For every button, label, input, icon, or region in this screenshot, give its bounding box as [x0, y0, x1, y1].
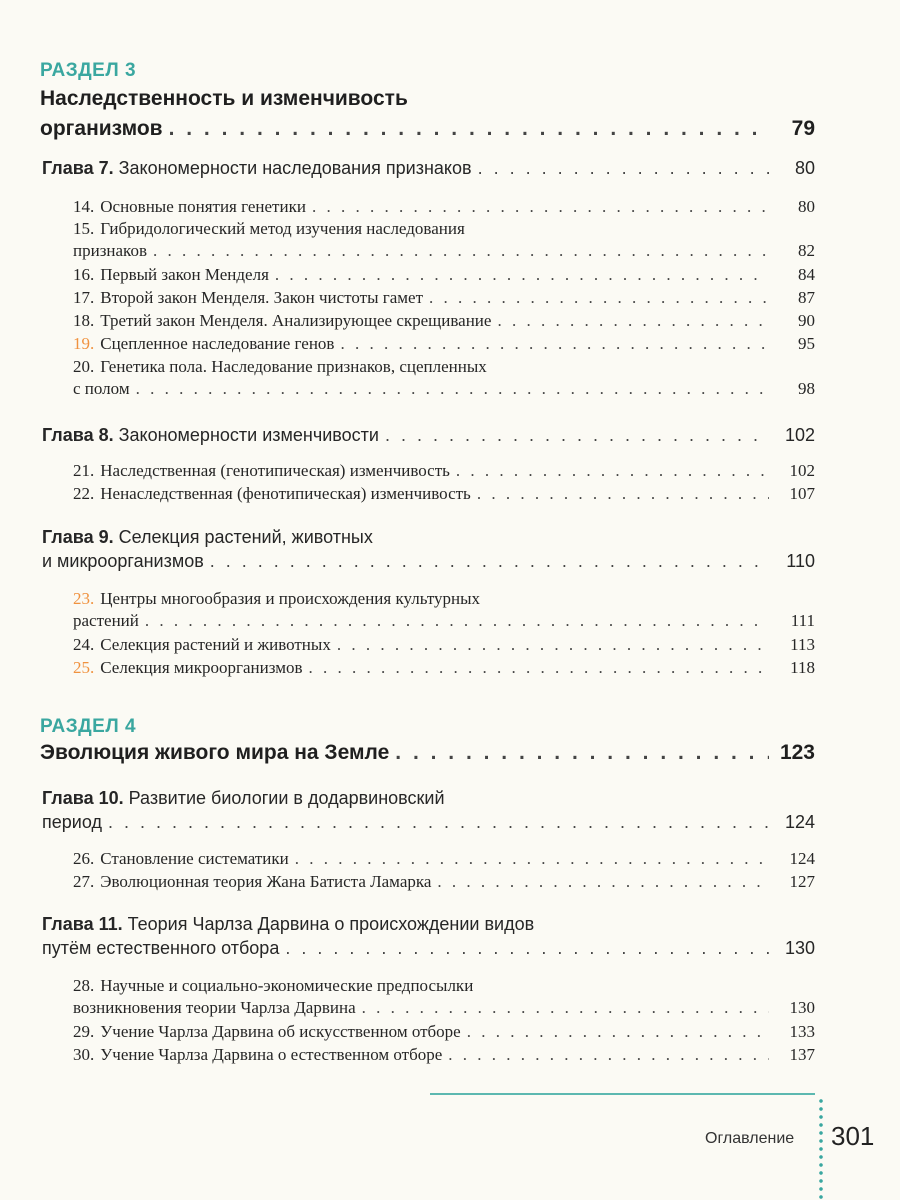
footer-label: Оглавление	[705, 1130, 795, 1147]
item-number: 17.	[73, 288, 95, 307]
item-title: Третий закон Менделя. Анализирующее скрещивание	[100, 311, 492, 330]
toc-item[interactable]	[73, 333, 815, 355]
footer-dotted-divider	[819, 1097, 823, 1200]
chapter-entry[interactable]	[42, 786, 815, 834]
item-title: растений	[73, 611, 139, 630]
page-number: 102	[789, 461, 815, 480]
toc-item[interactable]	[73, 1044, 815, 1066]
toc-item[interactable]	[73, 588, 815, 632]
section-label: РАЗДЕЛ 3	[40, 60, 137, 81]
item-title: Первый закон Менделя	[100, 265, 269, 284]
item-title: Учение Чарлза Дарвина о естественном отборе	[100, 1045, 443, 1064]
item-number: 28.	[73, 976, 95, 995]
page-number: 102	[784, 425, 815, 445]
chapter-label: Глава 10.	[42, 788, 124, 808]
chapter-title: Теория Чарлза Дарвина о происхождении видов	[127, 914, 535, 934]
page-number: 111	[790, 611, 815, 630]
item-number: 19.	[73, 334, 95, 353]
page-number: 124	[789, 849, 815, 868]
chapter-title: период	[42, 812, 102, 832]
item-title: с полом	[73, 379, 130, 398]
toc-item[interactable]	[73, 218, 815, 262]
page-number: 84	[798, 265, 815, 284]
item-number: 18.	[73, 311, 95, 330]
item-title: признаков	[73, 241, 147, 260]
item-number: 14.	[73, 197, 95, 216]
page-number: 130	[789, 998, 815, 1017]
page-number: 130	[784, 938, 815, 958]
chapter-entry[interactable]	[42, 156, 815, 180]
toc-item[interactable]	[73, 848, 815, 870]
item-title: Эволюционная теория Жана Батиста Ламарка	[100, 872, 432, 891]
toc-item[interactable]	[73, 483, 815, 505]
section-title-line: организмов	[40, 117, 163, 140]
chapter-entry[interactable]	[42, 525, 815, 573]
item-number: 21.	[73, 461, 95, 480]
item-number: 20.	[73, 357, 95, 376]
toc-item[interactable]	[73, 356, 815, 400]
toc-item[interactable]	[73, 264, 815, 286]
page-number: 118	[790, 658, 815, 677]
section-title[interactable]	[40, 84, 815, 144]
toc-item[interactable]	[73, 871, 815, 893]
page-number: 80	[794, 158, 815, 178]
page-number: 137	[789, 1045, 815, 1064]
toc-item[interactable]	[73, 975, 815, 1019]
chapter-title: путём естественного отбора	[42, 938, 280, 958]
page-number: 82	[798, 241, 815, 260]
item-number: 16.	[73, 265, 95, 284]
item-number: 29.	[73, 1022, 95, 1041]
page-number: 79	[791, 117, 815, 140]
chapter-title: Закономерности изменчивости	[118, 425, 379, 445]
section-title-line: Наследственность и изменчивость	[40, 87, 408, 110]
toc-item[interactable]	[73, 657, 815, 679]
item-number: 30.	[73, 1045, 95, 1064]
item-title: Селекция растений и животных	[100, 635, 331, 654]
item-title: Ненаследственная (фенотипическая) изменчивость	[100, 484, 471, 503]
page-number: 98	[798, 379, 815, 398]
item-number: 27.	[73, 872, 95, 891]
chapter-title: Закономерности наследования признаков	[118, 158, 472, 178]
item-title: Второй закон Менделя. Закон чистоты гамет	[100, 288, 424, 307]
item-title: Сцепленное наследование генов	[100, 334, 335, 353]
page-number: 127	[789, 872, 815, 891]
section-label: РАЗДЕЛ 4	[40, 716, 137, 737]
page-number: 133	[789, 1022, 815, 1041]
item-title: возникновения теории Чарлза Дарвина	[73, 998, 356, 1017]
chapter-label: Глава 11.	[42, 914, 123, 934]
item-title: Селекция микроорганизмов	[100, 658, 303, 677]
toc-item[interactable]	[73, 196, 815, 218]
footer-page-number: 301	[831, 1121, 875, 1151]
chapter-title: и микроорганизмов	[42, 551, 204, 571]
toc-item[interactable]	[73, 634, 815, 656]
footer-rule	[430, 1093, 815, 1095]
page-number: 107	[789, 484, 815, 503]
item-title: Учение Чарлза Дарвина об искусственном отборе	[100, 1022, 461, 1041]
chapter-label: Глава 9.	[42, 527, 114, 547]
item-title: Научные и социально-экономические предпосылки	[100, 976, 474, 995]
item-title: Центры многообразия и происхождения культурных	[100, 589, 481, 608]
page-number: 123	[779, 741, 815, 764]
page-number: 95	[798, 334, 815, 353]
item-title: Генетика пола. Наследование признаков, сцепленных	[100, 357, 487, 376]
page-number: 124	[784, 812, 815, 832]
item-number: 26.	[73, 849, 95, 868]
item-title: Наследственная (генотипическая) изменчивость	[100, 461, 450, 480]
page-number: 113	[790, 635, 815, 654]
item-number: 25.	[73, 658, 95, 677]
chapter-title: Селекция растений, животных	[118, 527, 373, 547]
item-number: 22.	[73, 484, 95, 503]
chapter-entry[interactable]	[42, 423, 815, 447]
section-title[interactable]	[40, 738, 815, 768]
item-title: Основные понятия генетики	[100, 197, 306, 216]
page-number: 110	[786, 551, 815, 571]
item-title: Становление систематики	[100, 849, 289, 868]
chapter-title: Развитие биологии в додарвиновский	[128, 788, 445, 808]
chapter-entry[interactable]	[42, 912, 815, 960]
item-title: Гибридологический метод изучения наследования	[100, 219, 465, 238]
toc-item[interactable]	[73, 287, 815, 309]
toc-item[interactable]	[73, 310, 815, 332]
page-number: 80	[798, 197, 815, 216]
toc-item[interactable]	[73, 1021, 815, 1043]
chapter-label: Глава 7.	[42, 158, 114, 178]
toc-item[interactable]	[73, 460, 815, 482]
page-number: 90	[798, 311, 815, 330]
item-number: 24.	[73, 635, 95, 654]
page-number: 87	[798, 288, 815, 307]
section-title-line: Эволюция живого мира на Земле	[40, 741, 390, 764]
item-number: 15.	[73, 219, 95, 238]
item-number: 23.	[73, 589, 95, 608]
chapter-label: Глава 8.	[42, 425, 114, 445]
